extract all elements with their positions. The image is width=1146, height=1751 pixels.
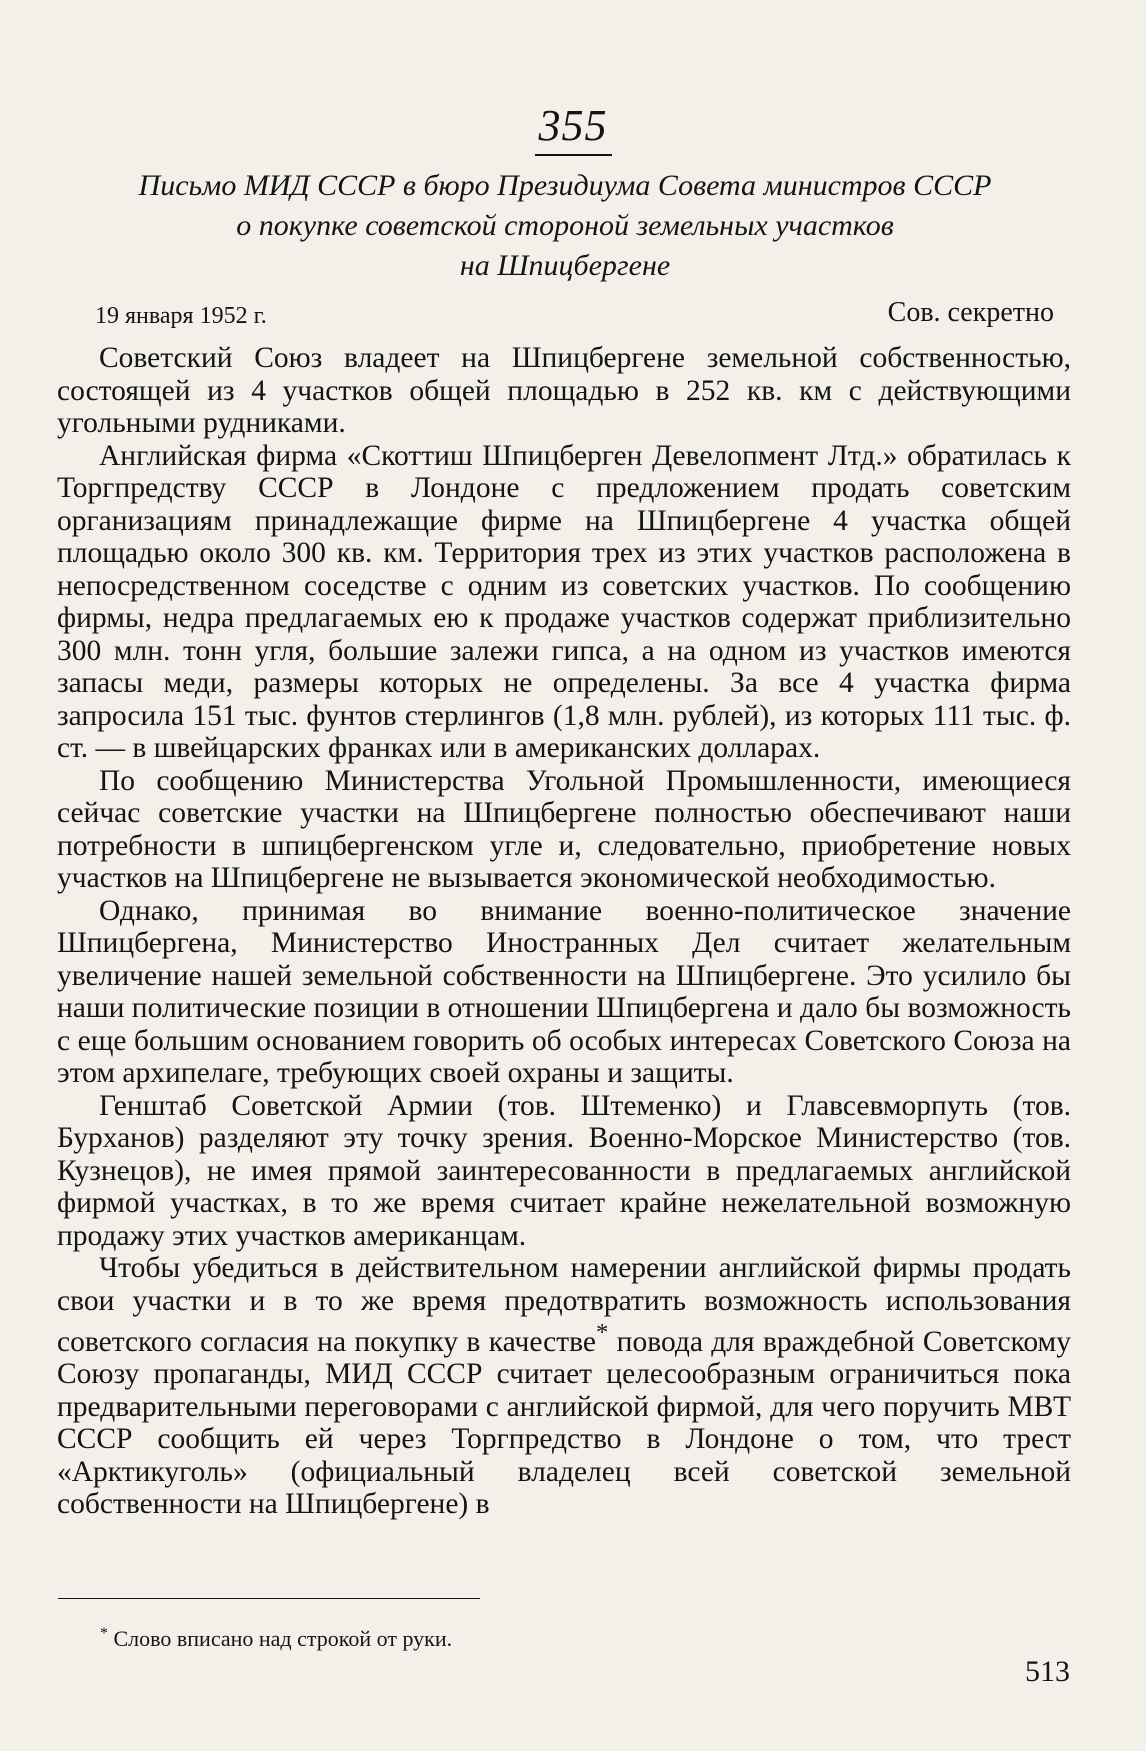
footnote-reference: * [596,1319,609,1346]
document-date: 19 января 1952 г. [95,303,267,329]
classification-stamp: Сов. секретно [887,297,1054,328]
last-paragraph-start: Чтобы убедиться в действительном намерении английской фирмы продать свои участки и в то же время предотвратить возможность использования советского согласия на покупку в качестве [57,1252,1071,1358]
footnote-mark: * [100,1625,108,1642]
document-title [40,166,1090,286]
body-paragraph: По сообщению Министерства Угольной Промышленности, имеющиеся сейчас советские участки на Шпицбергене полностью обеспечивают наши потребности в шпицбергенском угле и, следовательно, приобретение новых участков на Шпицбергене не вызывается экономической необходимостью. [57,764,1071,894]
title-line: на Шпицбергене [459,249,671,282]
body-paragraph: Однако, принимая во внимание военно-политическое значение Шпицбергена, Министерство Иностранных Дел считает желательным увеличение нашей земельной собственности на Шпицбергене. Это усилило бы наши политические позиции в отношении Шпицбергена и дало бы возможность с еще большим основанием говорить об особых интересах Советского Союза на этом архипелаге, требующих своей охраны и защиты. [57,894,1071,1089]
document-number-text: 355 [535,100,612,156]
footnote-text: Слово вписано над строкой от руки. [108,1626,453,1651]
body-paragraph: Английская фирма «Скоттиш Шпицберген Девелопмент Лтд.» обратилась к Торгпредству СССР в Лондоне с предложением продать советским организациям принадлежащие фирме на Шпицбергене 4 участка общей площадью около 300 кв. км. Территория трех из этих участков расположена в непосредственном соседстве с одним из советских участков. По сообщению фирмы, недра предлагаемых ею к продаже участков содержат приблизительно 300 млн. тонн угля, большие залежи гипса, а на одном из участков имеются запасы меди, размеры которых не определены. За все 4 участка фирма запросила 151 тыс. фунтов стерлингов (1,8 млн. рублей), из которых 111 тыс. ф. ст. — в швейцарских франках или в американских долларах. [57,439,1071,764]
document-body [57,342,1071,1521]
page-number: 513 [1025,1655,1070,1688]
title-line: о покупке советской стороной земельных участков [236,209,894,242]
footnote [100,1625,452,1652]
footnote-divider [58,1598,480,1599]
body-paragraph-last [57,1252,1071,1521]
body-paragraph: Советский Союз владеет на Шпицбергене земельной собственностью, состоящей из 4 участков общей площадью в 252 кв. км с действующими угольными рудниками. [57,342,1071,439]
body-paragraph: Генштаб Советской Армии (тов. Штеменко) и Главсевморпуть (тов. Бурханов) разделяют эту точку зрения. Военно-Морское Министерство (тов. Кузнецов), не имея прямой заинтересованности в предлагаемых английской фирмой участках, в то же время считает крайне нежелательной возможную продажу этих участков американцам. [57,1089,1071,1252]
title-line: Письмо МИД СССР в бюро Президиума Совета министров СССР [138,169,992,202]
document-number [0,100,1146,156]
last-paragraph-end: повода для враждебной Советскому Союзу пропаганды, МИД СССР считает целесообразным ограничиться пока предварительными переговорами с английской фирмой, для чего поручить МВТ СССР сообщить ей через Торгпредство в Лондоне о том, что трест «Арктикуголь» (официальный владелец всей советской земельной собственности на Шпицбергене) в [57,1325,1071,1521]
